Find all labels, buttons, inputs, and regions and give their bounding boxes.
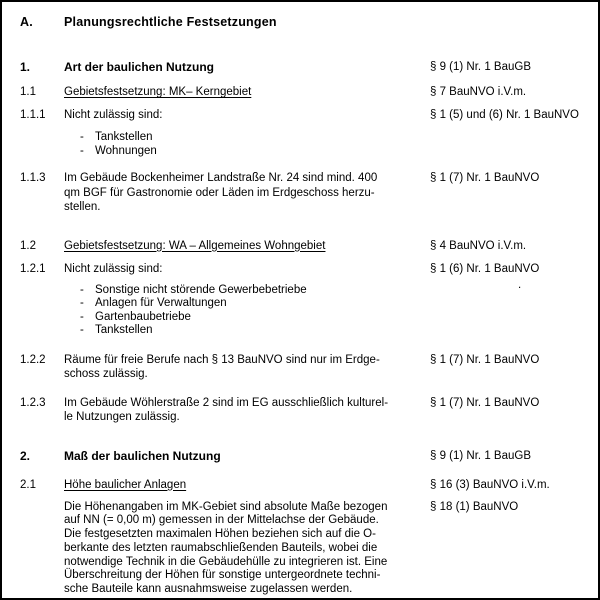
item-row <box>20 60 586 74</box>
doc-heading <box>20 14 586 30</box>
item-number: 1.2.3 <box>20 396 46 409</box>
item-text: Nicht zulässig sind: <box>64 109 163 121</box>
legal-reference <box>430 262 586 291</box>
paragraph-text <box>64 501 430 598</box>
item-row <box>20 478 586 492</box>
item-text <box>64 353 430 382</box>
bullet-dash: - <box>80 283 84 296</box>
bullet-dash: - <box>80 144 84 157</box>
text-line: Im Gebäude Wöhlerstraße 2 sind im EG ausschließlich kulturel- <box>64 396 389 409</box>
bullet-text: Anlagen für Verwaltungen <box>95 297 227 309</box>
bullet-dash: - <box>80 297 84 309</box>
scan-artifact-dot: . <box>518 278 522 291</box>
item-row <box>20 396 586 425</box>
item-title: Maß der baulichen Nutzung <box>64 448 221 463</box>
legal-reference: § 16 (3) BauNVO i.V.m. <box>430 478 550 491</box>
item-number: 1.2 <box>20 239 36 252</box>
paragraph-line: Die Höhenangaben im MK-Gebiet sind absolute Maße bezogen <box>64 500 388 513</box>
text-line: qm BGF für Gastronomie oder Läden im Erdgeschoss herzu- <box>64 186 375 199</box>
text-line: schoss zulässig. <box>64 368 148 380</box>
bullet-text: Sonstige nicht störende Gewerbebetriebe <box>95 283 307 296</box>
item-text <box>64 171 430 215</box>
item-number: 1.2.2 <box>20 353 46 366</box>
bullet-text: Tankstellen <box>95 324 153 336</box>
paragraph-line: berkante des letzten raumabschließenden Bauteils, wobei die <box>64 541 378 554</box>
doc-heading-title: Planungsrechtliche Festsetzungen <box>64 15 277 29</box>
item-row <box>20 239 586 253</box>
bullet-item <box>80 145 430 159</box>
bullet-item <box>80 297 430 311</box>
item-title: Höhe baulicher Anlagen <box>64 478 187 491</box>
paragraph-line: Die festgesetzten maximalen Höhen beziehen sich auf die O- <box>64 528 376 541</box>
bullet-list <box>20 131 586 158</box>
bullet-list <box>20 284 586 338</box>
bullet-text: Tankstellen <box>95 131 153 143</box>
item-number: 1.1 <box>20 86 36 98</box>
bullet-text: Gartenbaubetriebe <box>95 310 191 323</box>
bullet-item <box>80 131 430 145</box>
legal-reference: § 1 (7) Nr. 1 BauNVO <box>430 172 540 184</box>
item-number: 1.1.3 <box>20 172 46 184</box>
item-row <box>20 171 586 215</box>
item-number: 1.1.1 <box>20 109 46 121</box>
item-title: Art der baulichen Nutzung <box>64 60 214 74</box>
paragraph-line: sche Bauteile kann ausnahmsweise zugelassen werden. <box>64 583 353 596</box>
item-row <box>20 353 586 382</box>
item-row <box>20 449 586 463</box>
legal-reference: § 1 (5) und (6) Nr. 1 BauNVO <box>430 109 579 121</box>
legal-reference: § 1 (7) Nr. 1 BauNVO <box>430 353 540 366</box>
bullet-text: Wohnungen <box>95 144 157 157</box>
item-number: 2.1 <box>20 478 36 491</box>
item-number: 1.2.1 <box>20 262 46 275</box>
doc-heading-number: A. <box>20 15 33 29</box>
bullet-dash: - <box>80 131 84 143</box>
item-row <box>20 108 586 122</box>
bullet-item <box>80 311 430 325</box>
legal-reference: § 1 (7) Nr. 1 BauNVO <box>430 396 540 409</box>
bullet-dash: - <box>80 324 84 336</box>
bullet-item <box>80 284 430 298</box>
legal-reference: § 9 (1) Nr. 1 BauGB <box>430 61 531 73</box>
paragraph-line: Überschreitung der Höhen für sonstige untergeordnete techni- <box>64 569 381 582</box>
bullet-item <box>80 324 430 338</box>
legal-reference: § 18 (1) BauNVO <box>430 500 519 513</box>
item-row <box>20 85 586 99</box>
item-text <box>64 396 430 425</box>
bullet-dash: - <box>80 310 84 323</box>
legal-reference: § 4 BauNVO i.V.m. <box>430 239 527 252</box>
legal-reference: § 9 (1) Nr. 1 BauGB <box>430 449 531 462</box>
text-line: le Nutzungen zulässig. <box>64 411 180 423</box>
item-text: Nicht zulässig sind: <box>64 262 163 275</box>
item-title: Gebietsfestsetzung: WA – Allgemeines Wohngebiet <box>64 239 326 252</box>
paragraph-line: notwendige Technik in die Gebäudehülle zu integrieren ist. Eine <box>64 555 388 568</box>
text-line: Im Gebäude Bockenheimer Landstraße Nr. 24 sind mind. 400 <box>64 172 378 184</box>
text-line: Räume für freie Berufe nach § 13 BauNVO sind nur im Erdge- <box>64 353 380 366</box>
legal-reference-text: § 1 (6) Nr. 1 BauNVO <box>430 262 540 275</box>
legal-reference: § 7 BauNVO i.V.m. <box>430 86 527 98</box>
item-number: 1. <box>20 60 31 74</box>
item-row <box>20 501 586 598</box>
item-title: Gebietsfestsetzung: MK– Kerngebiet <box>64 86 252 98</box>
text-line: stellen. <box>64 201 101 213</box>
item-number: 2. <box>20 448 31 463</box>
paragraph-line: auf NN (= 0,00 m) gemessen in der Mittelachse der Gebäude. <box>64 514 379 527</box>
